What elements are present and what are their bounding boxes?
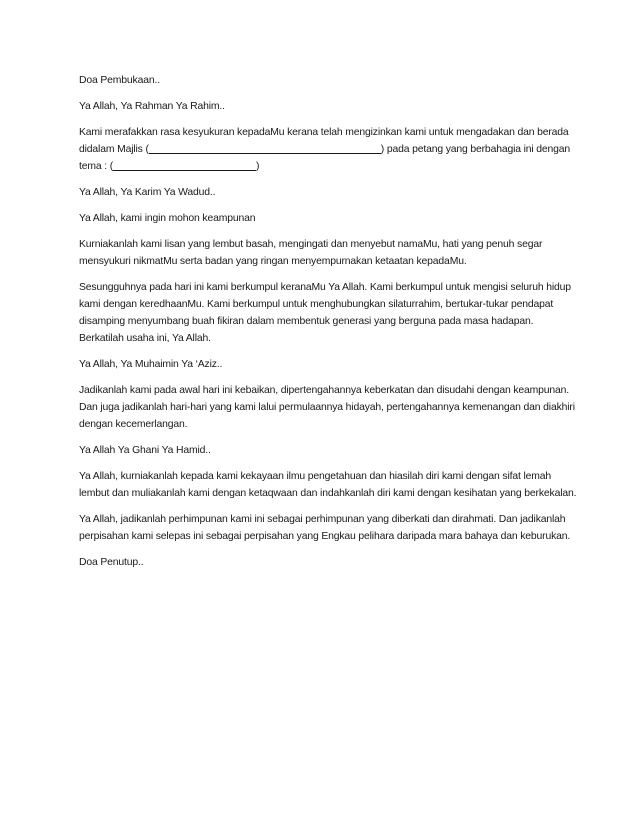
tongue-heart-paragraph: Kurniakanlah kami lisan yang lembut basah, mengingati dan menyebut namaMu, hati yang penuh segar mensyukuri nikmatMu serta badan yang ringan menyempurnakan ketaatan kepadaMu. — [79, 239, 543, 267]
gratitude-paragraph — [79, 124, 579, 175]
gratitude-text-after-tema: ) — [256, 161, 260, 172]
gratitude-text-before-majlis: Kami merafakkan rasa kesyukuran kepadaMu kerana telah mengizinkan kami untuk mengadakan dan berada didalam Majlis ( — [79, 127, 569, 155]
majlis-name-blank — [149, 142, 381, 154]
invocation-ghani-hamid: Ya Allah Ya Ghani Ya Hamid.. — [79, 445, 211, 456]
gathering-paragraph: Sesungguhnya pada hari ini kami berkumpul keranaMu Ya Allah. Kami berkumpul untuk mengisi seluruh hidup kami dengan keredhaanMu. Kami berkumpul untuk menghubungkan silaturrahim, bertukar-tukar pendapat disamping menyumbang buah fikiran dalam membentuk generasi yang berguna pada masa hadapan. Berkatilah usaha ini, Ya Allah. — [79, 282, 571, 344]
invocation-karim-wadud: Ya Allah, Ya Karim Ya Wadud.. — [79, 187, 216, 198]
forgiveness-line: Ya Allah, kami ingin mohon keampunan — [79, 213, 256, 224]
gratitude-text-after-majlis: ) pada petang yang berbahagia ini dengan tema : ( — [79, 144, 571, 172]
document-body — [79, 72, 579, 580]
knowledge-paragraph: Ya Allah, kurniakanlah kepada kami kekayaan ilmu pengetahuan dan hiasilah diri kami dengan sifat lemah lembut dan muliakanlah kami dengan ketaqwaan dan indahkanlah diri kami dengan kesihatan yang berkekalan. — [79, 471, 577, 499]
invocation-rahman-rahim: Ya Allah, Ya Rahman Ya Rahim.. — [79, 101, 225, 112]
closing-title: Doa Penutup.. — [79, 557, 144, 568]
theme-blank — [113, 159, 256, 171]
invocation-muhaimin-aziz: Ya Allah, Ya Muhaimin Ya ‘Aziz.. — [79, 359, 223, 370]
day-beginning-paragraph: Jadikanlah kami pada awal hari ini kebaikan, dipertengahannya keberkatan dan disudahi dengan keampunan. Dan juga jadikanlah hari-hari yang kami lalui permulaannya hidayah, pertengahannya kemenangan dan diakhiri dengan kecemerlangan. — [79, 385, 575, 430]
opening-title: Doa Pembukaan.. — [79, 75, 160, 86]
blessed-gathering-paragraph: Ya Allah, jadikanlah perhimpunan kami ini sebagai perhimpunan yang diberkati dan dirahmati. Dan jadikanlah perpisahan kami selepas ini sebagai perpisahan yang Engkau pelihara daripada mara bahaya dan keburukan. — [79, 514, 571, 542]
